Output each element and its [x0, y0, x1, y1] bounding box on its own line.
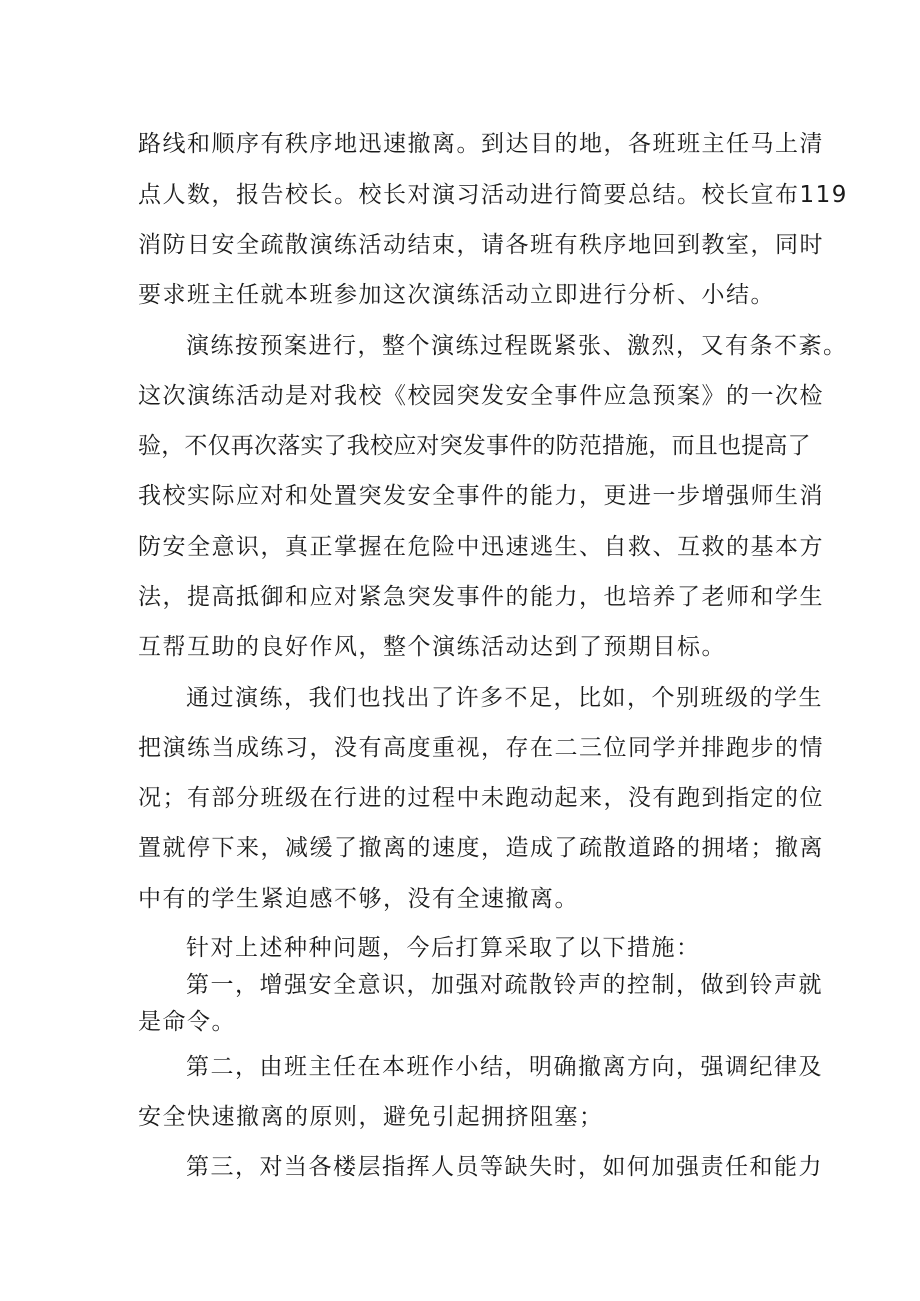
paragraph-first-line: 演练按预案进行，整个演练过程既紧张、激烈，又有条不紊。	[186, 333, 848, 359]
text-line: 置就停下来，减缓了撤离的速度，造成了疏散道路的拥堵；撤离	[138, 835, 824, 861]
text-line: 况；有部分班级在行进的过程中未跑动起来，没有跑到指定的位	[138, 785, 824, 811]
paragraph-first-line: 第三，对当各楼层指挥人员等缺失时，如何加强责任和能力	[186, 1154, 823, 1180]
paragraph-first-line: 第一，增强安全意识，加强对疏散铃声的控制，做到铃声就	[186, 972, 823, 998]
text-line: 我校实际应对和处置突发安全事件的能力，更进一步增强师生消	[138, 483, 824, 509]
text-line: 防安全意识，真正掌握在危险中迅速逃生、自救、互救的基本方	[138, 534, 824, 560]
text-line: 中有的学生紧迫感不够，没有全速撤离。	[138, 886, 579, 912]
paragraph-first-line: 针对上述种种问题，今后打算采取了以下措施：	[186, 935, 701, 961]
text-line: 是命令。	[138, 1009, 236, 1035]
text-line: 这次演练活动是对我校《校园突发安全事件应急预案》的一次检	[138, 383, 824, 409]
text-line: 要求班主任就本班参加这次演练活动立即进行分析、小结。	[138, 282, 775, 308]
paragraph-first-line: 第二，由班主任在本班作小结，明确撤离方向，强调纪律及	[186, 1054, 823, 1080]
text-line: 安全快速撤离的原则，避免引起拥挤阻塞；	[138, 1104, 604, 1130]
text-line: 法，提高抵御和应对紧急突发事件的能力，也培养了老师和学生	[138, 584, 824, 610]
text-line: 路线和顺序有秩序地迅速撤离。到达目的地，各班班主任马上清	[138, 131, 824, 157]
text-line: 互帮互助的良好作风，整个演练活动达到了预期目标。	[138, 634, 726, 660]
text-line: 验，不仅再次落实了我校应对突发事件的防范措施，而且也提高了	[138, 433, 811, 459]
text-line: 把演练当成练习，没有高度重视，存在二三位同学并排跑步的情	[138, 735, 824, 761]
text-line: 点人数，报告校长。校长对演习活动进行简要总结。校长宣布119	[138, 182, 848, 208]
text-line: 消防日安全疏散演练活动结束，请各班有秩序地回到教室，同时	[138, 232, 824, 258]
paragraph-first-line: 通过演练，我们也找出了许多不足，比如，个别班级的学生	[186, 685, 823, 711]
